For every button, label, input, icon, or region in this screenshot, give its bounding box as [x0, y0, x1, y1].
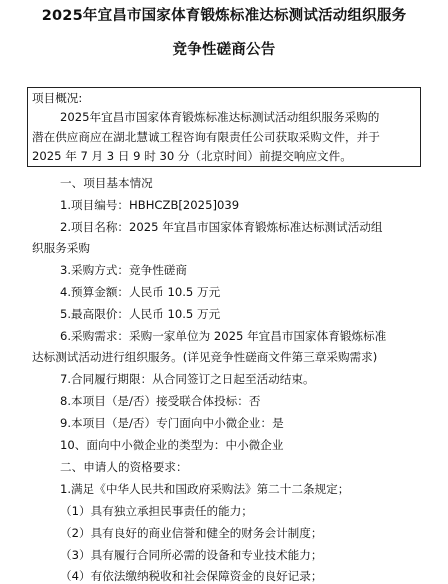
body-line: 达标测试活动进行组织服务。(详见竞争性磋商文件第三章采购需求)	[32, 350, 378, 364]
body-line: 4.预算金额：人民币 10.5 万元	[60, 285, 221, 299]
body-line: 1.项目编号：HBHCZB[2025]039	[60, 198, 240, 212]
body-line: 9.本项目（是/否）专门面向中小微企业：是	[60, 416, 284, 430]
body-line: 2.项目名称：2025 年宜昌市国家体育锻炼标准达标测试活动组	[60, 220, 383, 234]
section-heading: 一、项目基本情况	[60, 176, 153, 190]
overview-text-line: 潜在供应商应在湖北慧诚工程咨询有限责任公司获取采购文件，并于	[32, 130, 380, 144]
body-line: 8.本项目（是/否）接受联合体投标：否	[60, 394, 261, 408]
body-line: （2）具有良好的商业信誉和健全的财务会计制度；	[60, 526, 323, 540]
overview-text-line: 2025年宜昌市国家体育锻炼标准达标测试活动组织服务采购的	[60, 110, 380, 124]
body-line: （4）有依法缴纳税收和社会保障资金的良好记录；	[60, 569, 323, 583]
body-line: （1）具有独立承担民事责任的能力；	[60, 504, 253, 518]
section-heading: 二、申请人的资格要求：	[60, 460, 188, 474]
body-line: 1.满足《中华人民共和国政府采购法》第二十二条规定；	[60, 482, 350, 496]
body-line: 织服务采购	[32, 241, 90, 255]
overview-label: 项目概况:	[32, 91, 83, 105]
document-title-line1: 2025年宜昌市国家体育锻炼标准达标测试活动组织服务	[41, 8, 407, 24]
body-line: 10、面向中小微企业的类型为：中小微企业	[60, 438, 284, 452]
body-line: 3.采购方式：竞争性磋商	[60, 263, 187, 277]
body-line: 7.合同履行期限：从合同签订之日起至活动结束。	[60, 372, 315, 386]
body-line: 6.采购需求：采购一家单位为 2025 年宜昌市国家体育锻炼标准	[60, 329, 387, 343]
overview-text-line: 2025 年 7 月 3 日 9 时 30 分（北京时间）前提交响应文件。	[32, 149, 352, 163]
body-line: 5.最高限价：人民币 10.5 万元	[60, 307, 221, 321]
document-title-line2: 竞争性磋商公告	[172, 42, 276, 58]
body-line: （3）具有履行合同所必需的设备和专业技术能力；	[60, 548, 323, 562]
